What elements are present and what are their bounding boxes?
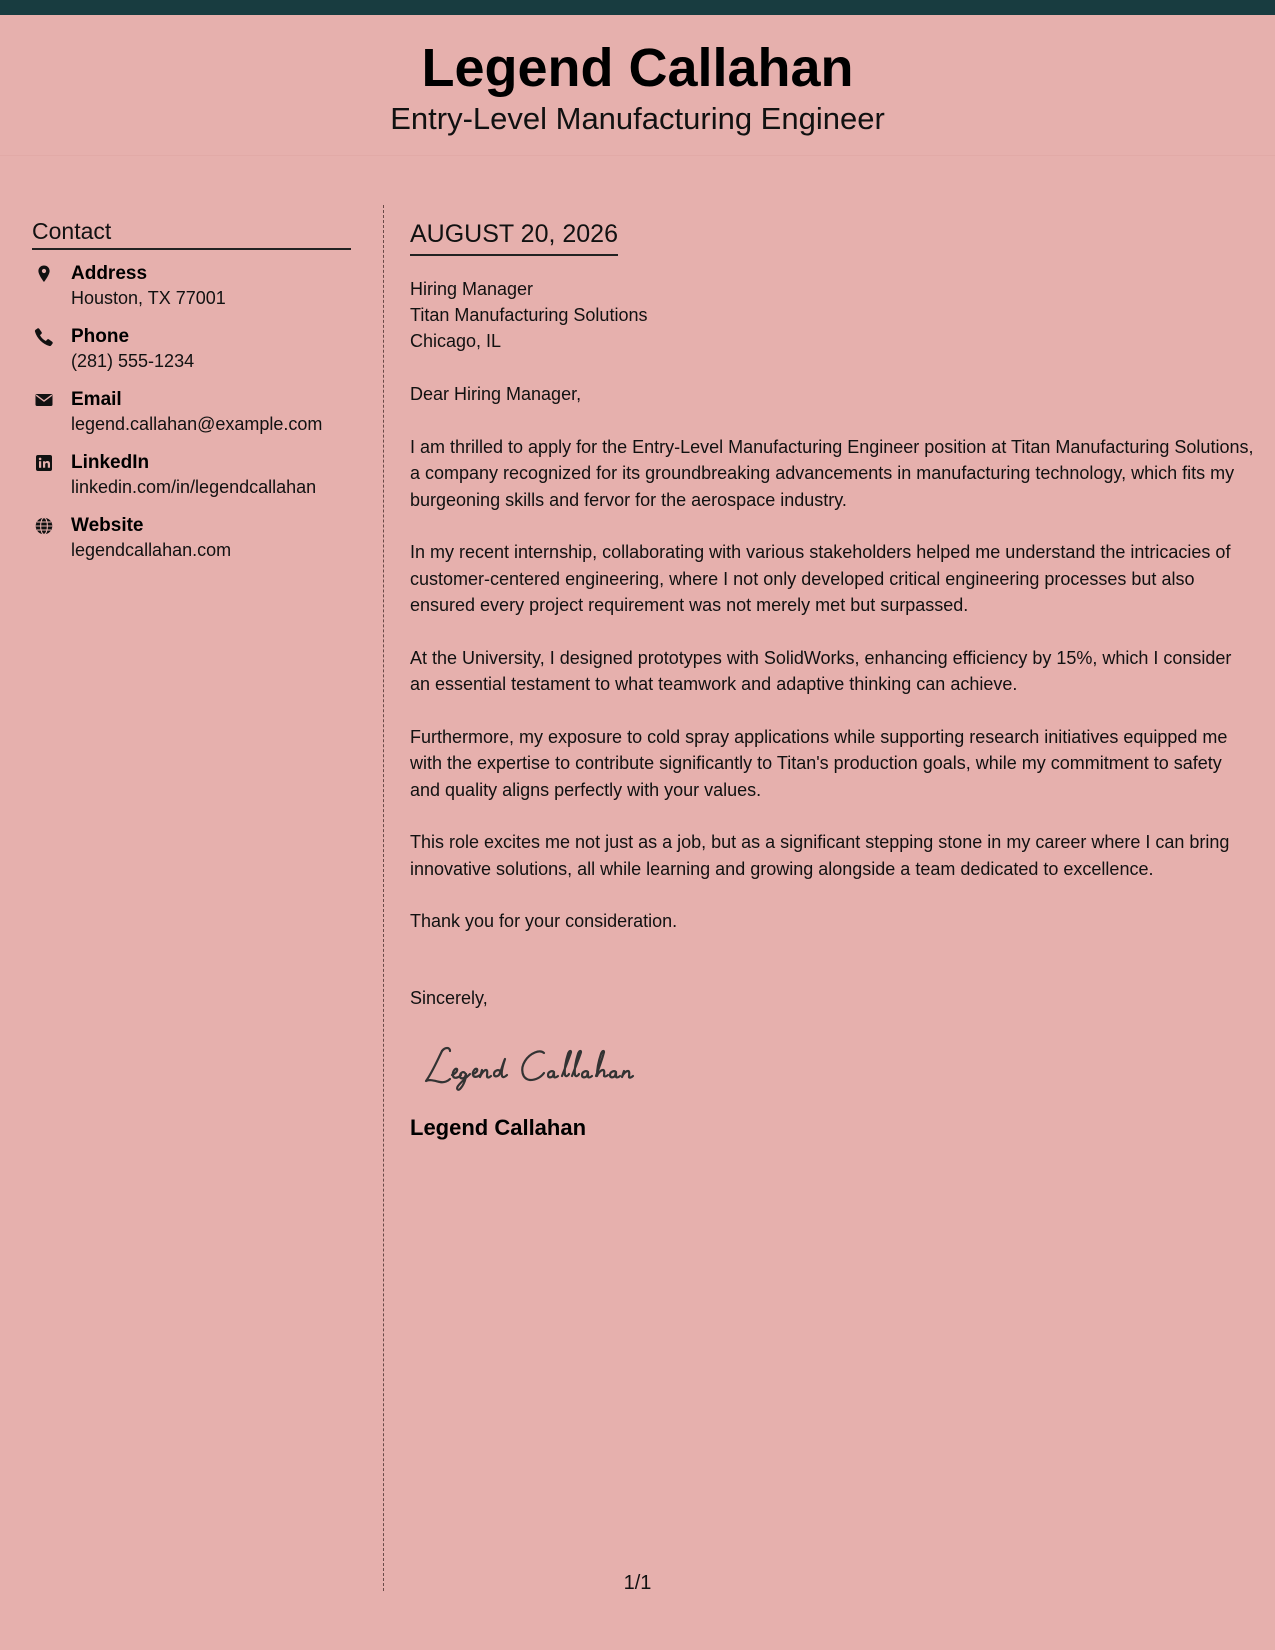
contact-item-website — [32, 514, 351, 577]
job-title: Entry-Level Manufacturing Engineer — [390, 101, 885, 136]
contact-value: linkedin.com/in/legendcallahan — [71, 477, 317, 497]
phone-icon — [34, 327, 54, 347]
body-paragraph: I am thrilled to apply for the Entry-Level Manufacturing Engineer position at Titan Manufacturing Solutions, a company recognized for its groundbreaking advancements in manufacturing technology, which fits my burgeoning skills and fervor for the aerospace industry. — [410, 436, 1254, 510]
closing: Sincerely, — [410, 987, 488, 1008]
signer-name: Legend Callahan — [410, 1114, 587, 1140]
letter-date: AUGUST 20, 2026 — [410, 222, 618, 256]
contact-value: Houston, TX 77001 — [71, 288, 226, 308]
applicant-name: Legend Callahan — [421, 38, 854, 98]
body-paragraph: At the University, I designed prototypes with SolidWorks, enhancing efficiency by 15%, which I consider an essential testament to what teamwork and adaptive thinking can achieve. — [410, 647, 1232, 694]
contact-item-phone — [32, 325, 351, 388]
contact-label: Email — [71, 389, 122, 410]
contact-value: (281) 555-1234 — [71, 351, 195, 371]
envelope-icon — [34, 390, 54, 410]
contact-heading: Contact — [32, 220, 351, 250]
top-accent-bar — [0, 0, 1275, 15]
contact-label: Phone — [71, 326, 130, 347]
contact-item-linkedin — [32, 451, 351, 514]
contact-label: Website — [71, 515, 144, 536]
contact-item-email — [32, 388, 351, 451]
body-paragraph: In my recent internship, collaborating with various stakeholders helped me understand the intricacies of customer-centered engineering, where I not only developed critical engineering processes but also ensured every project requirement was not merely met but surpassed. — [410, 542, 1231, 615]
contact-sidebar — [32, 220, 351, 577]
recipient-line: Titan Manufacturing Solutions — [410, 305, 648, 325]
column-divider — [383, 205, 384, 1591]
contact-label: Address — [71, 263, 148, 284]
recipient-line: Hiring Manager — [410, 279, 534, 299]
salutation: Dear Hiring Manager, — [410, 384, 582, 404]
linkedin-icon — [34, 453, 54, 473]
contact-list — [32, 262, 351, 577]
recipient-line: Chicago, IL — [410, 331, 502, 351]
body-paragraph: This role excites me not just as a job, but as a significant stepping stone in my career where I can bring innovative solutions, all while learning and growing alongside a team dedicated to excellence. — [410, 832, 1230, 879]
header — [0, 15, 1275, 156]
contact-value: legendcallahan.com — [71, 540, 232, 560]
contact-item-address — [32, 262, 351, 325]
globe-icon — [34, 516, 54, 536]
location-pin-icon — [34, 264, 54, 284]
body-paragraph: Furthermore, my exposure to cold spray applications while supporting research initiatives equipped me with the expertise to contribute significantly to Titan's production goals, while my commitment to safety and quality aligns perfectly with your values. — [410, 726, 1228, 800]
letter-body — [410, 222, 1255, 1141]
contact-label: LinkedIn — [71, 452, 150, 473]
recipient-block — [410, 276, 1255, 354]
handwritten-signature — [416, 1037, 686, 1097]
contact-value: legend.callahan@example.com — [71, 414, 323, 434]
body-paragraph: Thank you for your consideration. — [410, 911, 678, 931]
page-number: 1/1 — [623, 1572, 652, 1594]
